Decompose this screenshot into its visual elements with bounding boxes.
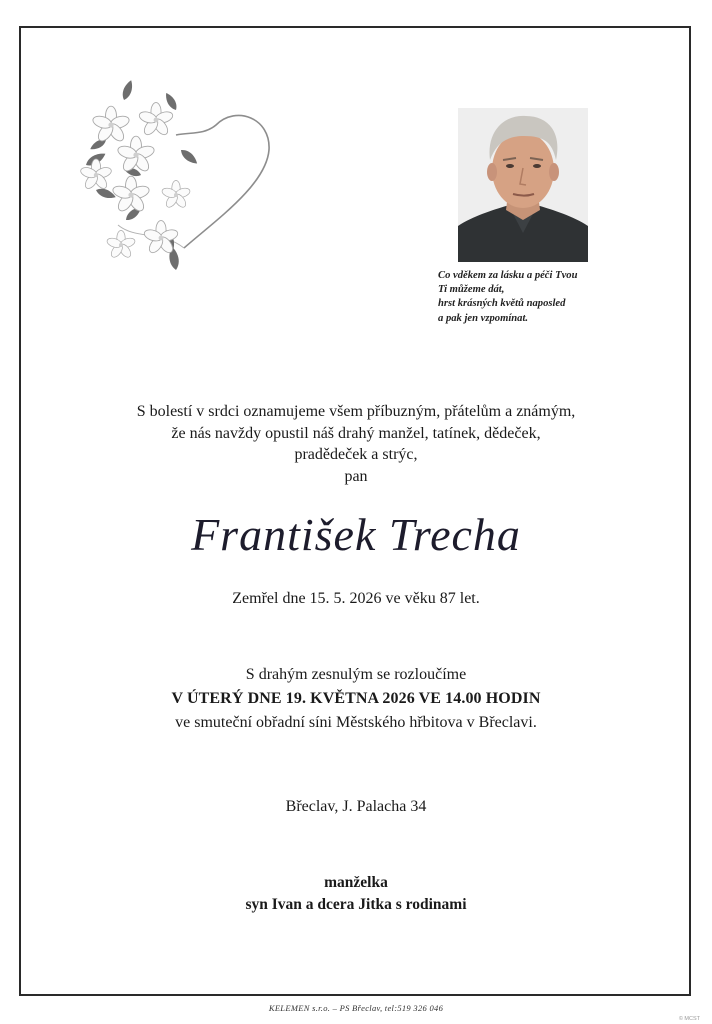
farewell-place: ve smuteční obřadní síni Městského hřbitova v Břeclavi. — [175, 714, 537, 731]
announcement-line: že nás navždy opustil náš drahý manžel, tatínek, dědeček, — [171, 424, 541, 442]
announcement-line: pan — [344, 467, 368, 485]
poem-line: Co vděkem za lásku a péči Tvou — [438, 270, 578, 281]
announcement-line: pradědeček a strýc, — [294, 446, 418, 463]
corner-mark: © MCST — [678, 1016, 700, 1022]
mourner-line: manželka — [324, 874, 388, 891]
mourner-line: syn Ivan a dcera Jitka s rodinami — [245, 896, 467, 913]
death-note: Zemřel dne 15. 5. 2026 ve věku 87 let. — [232, 590, 480, 607]
footer-printer: KELEMEN s.r.o. – PS Břeclav, tel:519 326 046 — [268, 1003, 444, 1013]
portrait-photo — [458, 108, 588, 262]
floral-heart-icon — [66, 80, 281, 295]
farewell-info — [0, 663, 712, 735]
mourners — [0, 872, 712, 916]
poem-verse — [438, 269, 668, 326]
announcement-line: S bolestí v srdci oznamujeme všem příbuzným, přátelům a známým, — [136, 403, 576, 420]
poem-line: Ti můžeme dát, — [438, 284, 505, 296]
farewell-datetime: V ÚTERÝ DNE 19. KVĚTNA 2026 VE 14.00 HODIN — [171, 690, 541, 707]
poem-line: hrst krásných květů naposled — [438, 298, 566, 310]
address: Břeclav, J. Palacha 34 — [285, 798, 427, 815]
announcement-text — [0, 401, 712, 487]
deceased-name: František Trecha — [191, 509, 521, 560]
farewell-intro: S drahým zesnulým se rozloučíme — [245, 666, 467, 683]
poem-line: a pak jen vzpomínat. — [438, 312, 529, 324]
